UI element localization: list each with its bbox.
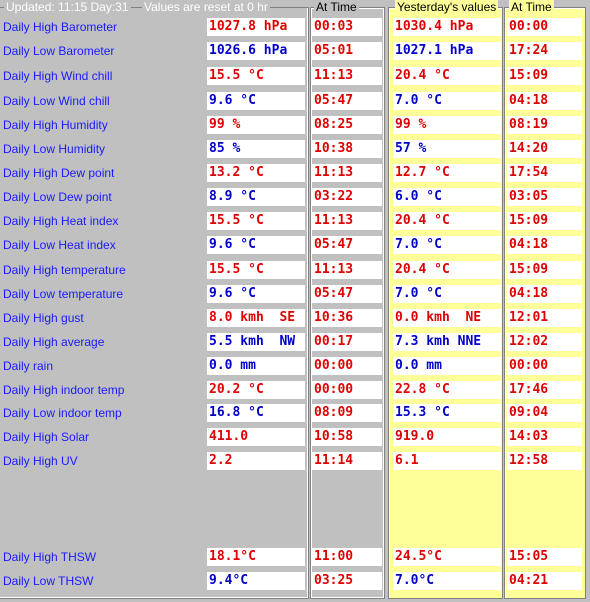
row-label: Daily Low Heat index [3, 238, 116, 252]
row-label: Daily High gust [3, 311, 84, 325]
yesterday-time: 04:21 [507, 572, 582, 590]
row-label: Daily High Barometer [3, 20, 118, 34]
today-value: 13.2 °C [207, 164, 305, 182]
yesterday-value: 99 % [393, 116, 501, 134]
row-label: Daily High UV [3, 454, 78, 468]
today-value: 411.0 [207, 428, 305, 446]
today-time: 08:25 [312, 116, 382, 134]
today-value: 9.6 °C [207, 92, 305, 110]
today-time: 00:00 [312, 381, 382, 399]
yesterday-value: 7.0 °C [393, 236, 501, 254]
today-value: 18.1°C [207, 548, 305, 566]
updated-label: Updated: 11:15 Day:31 [6, 0, 129, 14]
today-time: 11:00 [312, 548, 382, 566]
row-label: Daily High Dew point [3, 166, 115, 180]
at-time-yesterday-header: At Time [511, 0, 552, 14]
today-time: 00:00 [312, 357, 382, 375]
today-time: 11:13 [312, 261, 382, 279]
yesterday-value: 0.0 kmh NE [393, 309, 501, 327]
yesterday-time: 17:24 [507, 42, 582, 60]
reset-note-label: Values are reset at 0 hr [144, 0, 268, 14]
today-value: 2.2 [207, 452, 305, 470]
today-time: 03:25 [312, 572, 382, 590]
yesterday-value: 20.4 °C [393, 212, 501, 230]
yesterday-time: 14:20 [507, 140, 582, 158]
yesterday-time: 08:19 [507, 116, 582, 134]
yesterday-time: 12:02 [507, 333, 582, 351]
yesterday-value: 7.0 °C [393, 285, 501, 303]
yesterday-time: 15:09 [507, 212, 582, 230]
yesterday-time: 12:58 [507, 452, 582, 470]
today-time: 05:47 [312, 236, 382, 254]
row-label: Daily High temperature [3, 263, 126, 277]
yesterday-value: 6.0 °C [393, 188, 501, 206]
row-label: Daily High indoor temp [3, 383, 125, 397]
today-time: 05:47 [312, 285, 382, 303]
yesterday-header: Yesterday's values [397, 0, 497, 14]
today-value: 20.2 °C [207, 381, 305, 399]
yesterday-time: 09:04 [507, 404, 582, 422]
yesterday-value: 24.5°C [393, 548, 501, 566]
yesterday-value: 7.3 kmh NNE [393, 333, 501, 351]
today-time: 10:36 [312, 309, 382, 327]
yesterday-time: 15:05 [507, 548, 582, 566]
yesterday-value: 12.7 °C [393, 164, 501, 182]
today-time: 11:14 [312, 452, 382, 470]
today-value: 9.6 °C [207, 236, 305, 254]
yesterday-value: 15.3 °C [393, 404, 501, 422]
today-time: 10:58 [312, 428, 382, 446]
today-time: 11:13 [312, 67, 382, 85]
row-label: Daily High THSW [3, 550, 97, 564]
yesterday-value: 20.4 °C [393, 261, 501, 279]
yesterday-time: 15:09 [507, 261, 582, 279]
today-value: 99 % [207, 116, 305, 134]
today-time: 03:22 [312, 188, 382, 206]
yesterday-value: 0.0 mm [393, 357, 501, 375]
today-time: 05:01 [312, 42, 382, 60]
yesterday-value: 57 % [393, 140, 501, 158]
yesterday-value: 6.1 [393, 452, 501, 470]
today-time: 00:17 [312, 333, 382, 351]
row-label: Daily Low THSW [3, 574, 94, 588]
yesterday-time: 17:46 [507, 381, 582, 399]
row-label: Daily Low Wind chill [3, 94, 110, 108]
row-label: Daily Low Dew point [3, 190, 112, 204]
today-value: 5.5 kmh NW [207, 333, 305, 351]
yesterday-value: 7.0°C [393, 572, 501, 590]
row-label: Daily High average [3, 335, 105, 349]
row-label: Daily Low temperature [3, 287, 124, 301]
today-value: 8.0 kmh SE [207, 309, 305, 327]
today-time: 11:13 [312, 212, 382, 230]
yesterday-time: 15:09 [507, 67, 582, 85]
yesterday-value: 20.4 °C [393, 67, 501, 85]
yesterday-time: 12:01 [507, 309, 582, 327]
today-value: 9.6 °C [207, 285, 305, 303]
yesterday-time: 04:18 [507, 236, 582, 254]
at-time-header: At Time [316, 0, 357, 14]
today-time: 00:03 [312, 18, 382, 36]
yesterday-time: 14:03 [507, 428, 582, 446]
yesterday-time: 00:00 [507, 357, 582, 375]
today-value: 1027.8 hPa [207, 18, 305, 36]
today-value: 0.0 mm [207, 357, 305, 375]
yesterday-value: 919.0 [393, 428, 501, 446]
today-value: 85 % [207, 140, 305, 158]
today-time: 08:09 [312, 404, 382, 422]
yesterday-time: 00:00 [507, 18, 582, 36]
yesterday-value: 7.0 °C [393, 92, 501, 110]
row-label: Daily High Heat index [3, 214, 119, 228]
today-value: 15.5 °C [207, 261, 305, 279]
row-label: Daily High Wind chill [3, 69, 113, 83]
today-value: 15.5 °C [207, 212, 305, 230]
today-value: 1026.6 hPa [207, 42, 305, 60]
yesterday-value: 1030.4 hPa [393, 18, 501, 36]
row-label: Daily Low Barometer [3, 44, 115, 58]
today-value: 9.4°C [207, 572, 305, 590]
yesterday-value: 22.8 °C [393, 381, 501, 399]
yesterday-value: 1027.1 hPa [393, 42, 501, 60]
today-value: 16.8 °C [207, 404, 305, 422]
row-label: Daily rain [3, 359, 54, 373]
today-time: 10:38 [312, 140, 382, 158]
today-time: 11:13 [312, 164, 382, 182]
yesterday-time: 17:54 [507, 164, 582, 182]
today-value: 15.5 °C [207, 67, 305, 85]
today-value: 8.9 °C [207, 188, 305, 206]
yesterday-time: 03:05 [507, 188, 582, 206]
row-label: Daily Low Humidity [3, 142, 106, 156]
today-time: 05:47 [312, 92, 382, 110]
yesterday-time: 04:18 [507, 92, 582, 110]
row-label: Daily High Humidity [3, 118, 108, 132]
row-label: Daily High Solar [3, 430, 90, 444]
yesterday-time: 04:18 [507, 285, 582, 303]
row-label: Daily Low indoor temp [3, 406, 122, 420]
